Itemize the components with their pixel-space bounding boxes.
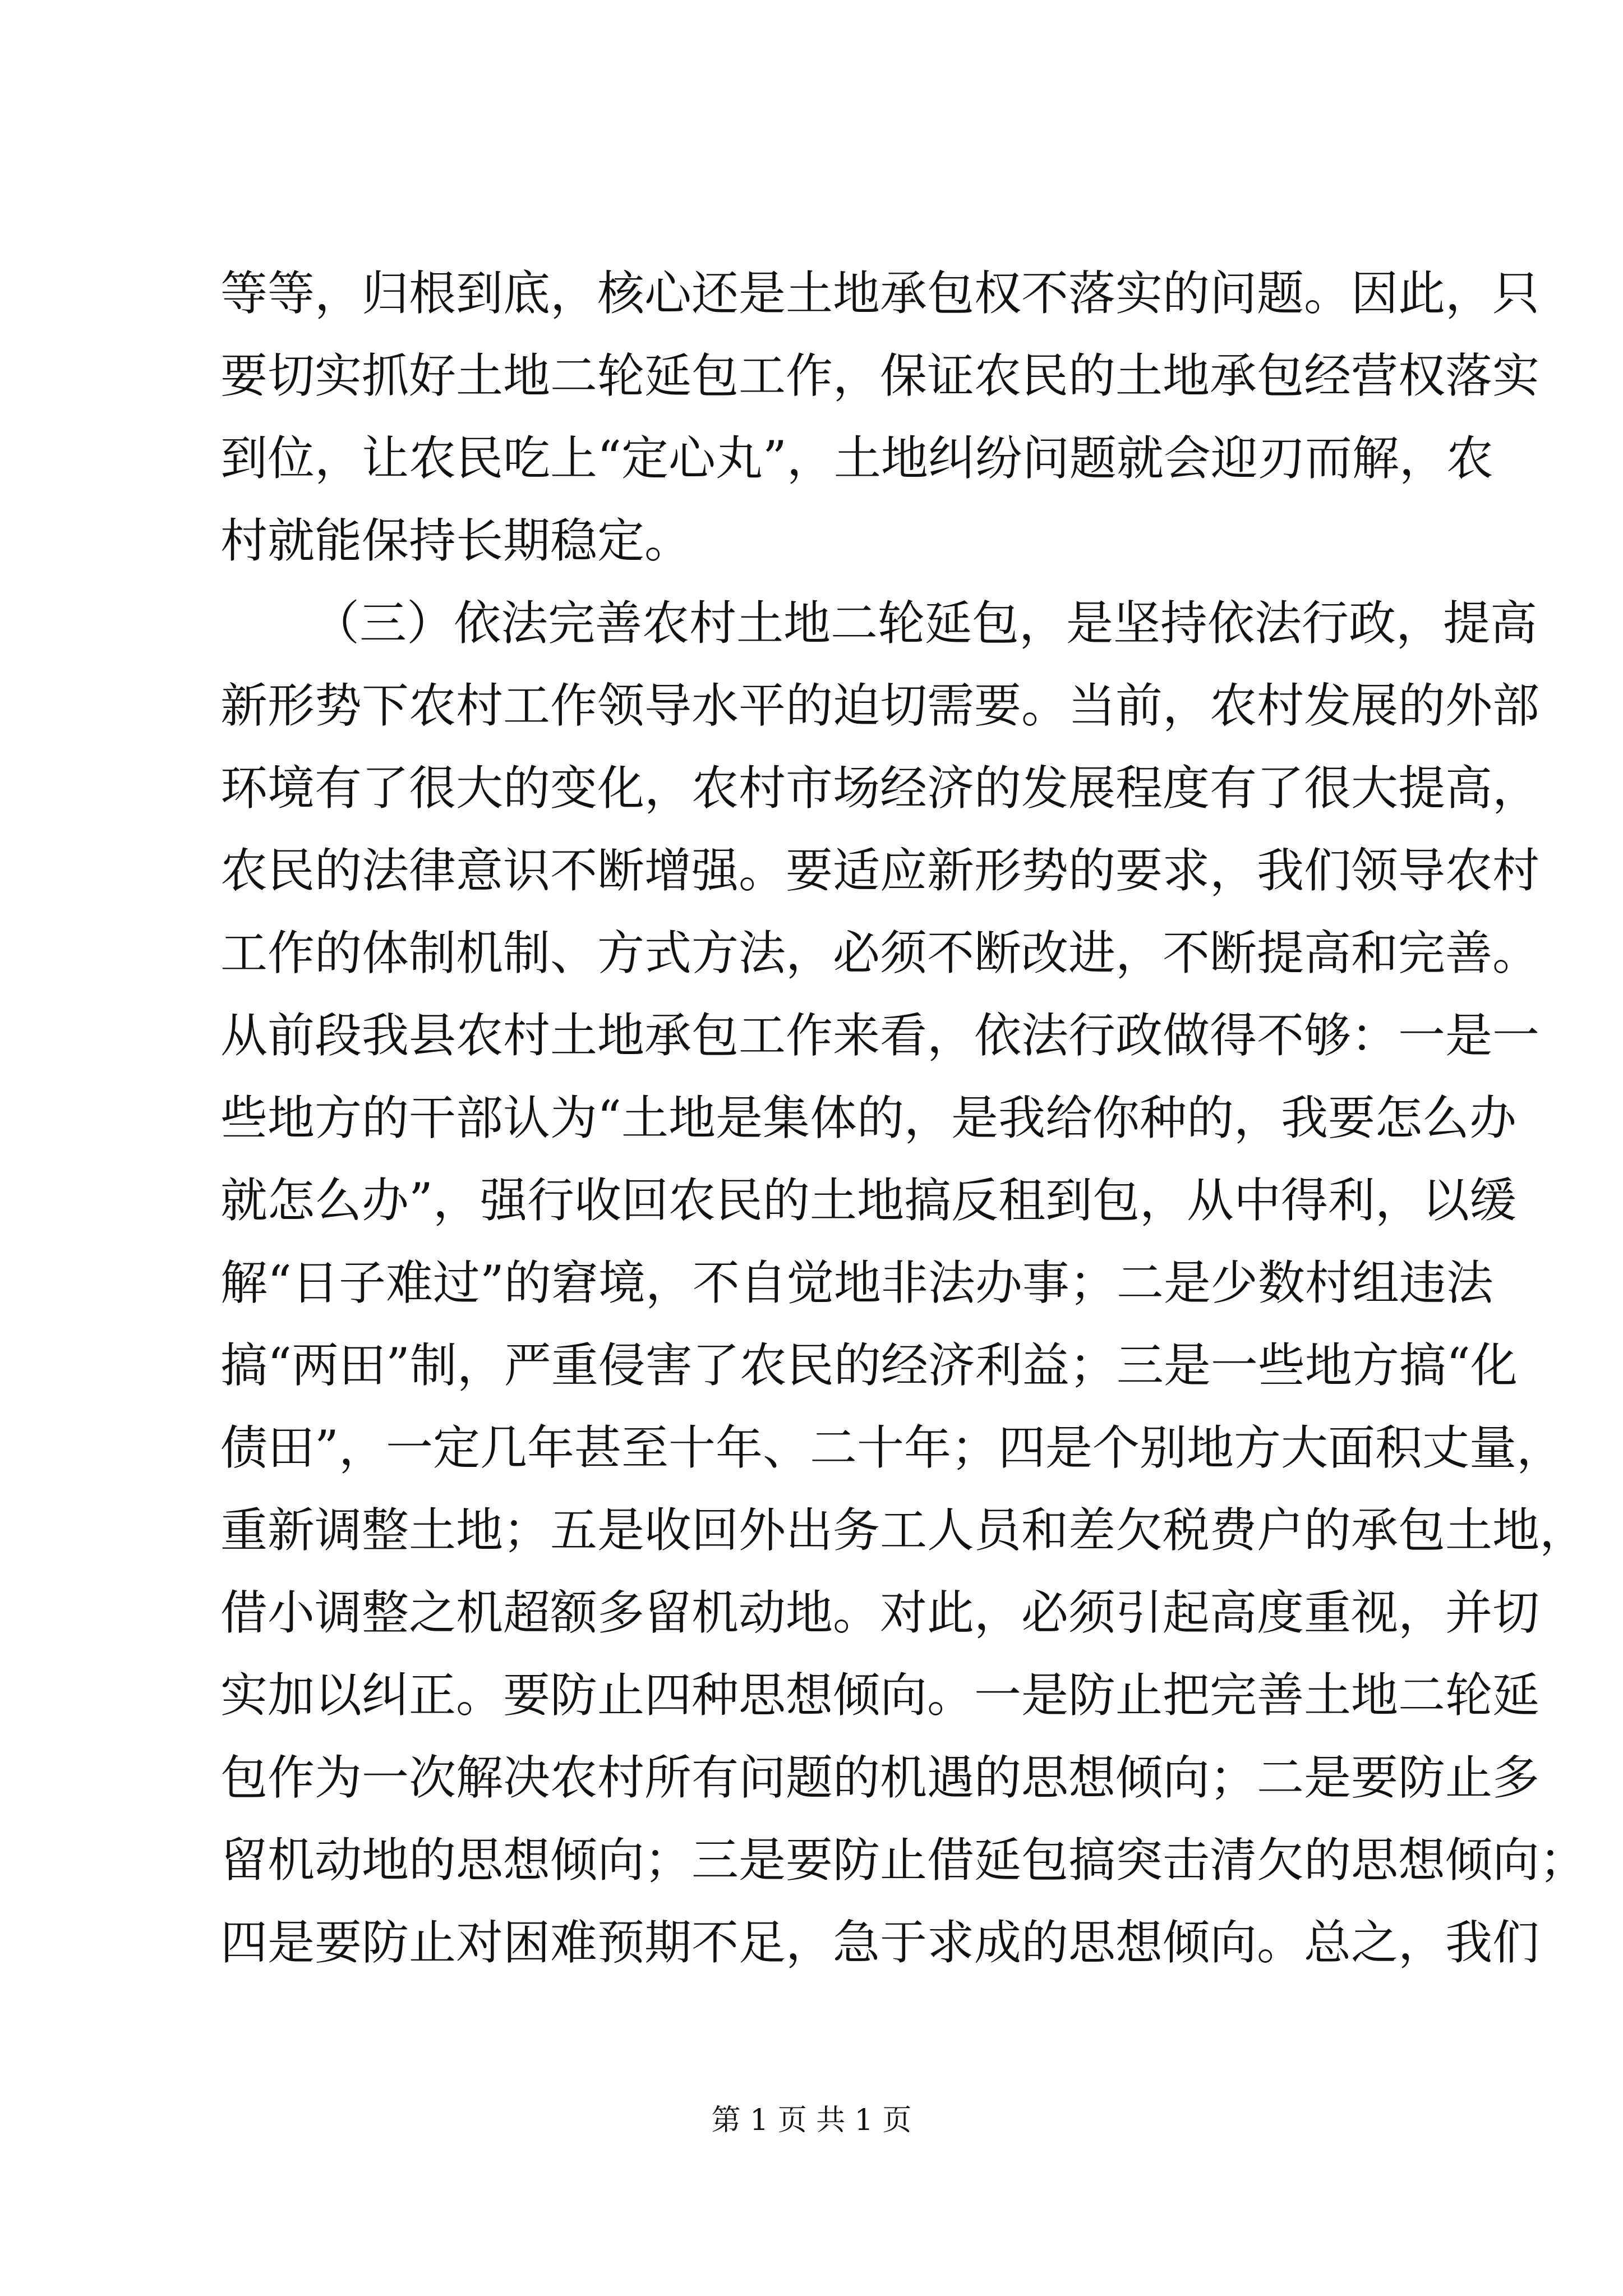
- text-line: 重新调整土地；五是收回外出务工人员和差欠税费户的承包土地，: [220, 1503, 1587, 1558]
- text-line: 环境有了很大的变化，农村市场经济的发展程度有了很大提高，: [220, 761, 1540, 816]
- text-line: 四是要防止对困难预期不足，急于求成的思想倾向。总之，我们: [220, 1915, 1540, 1970]
- text-line: 些地方的干部认为“土地是集体的，是我给你种的，我要怎么办: [220, 1091, 1516, 1145]
- text-line: 等等，归根到底，核心还是土地承包权不落实的问题。因此，只: [220, 266, 1540, 321]
- text-line: 新形势下农村工作领导水平的迫切需要。当前，农村发展的外部: [220, 678, 1540, 733]
- text-line: 包作为一次解决农村所有问题的机遇的思想倾向；二是要防止多: [220, 1750, 1540, 1805]
- text-line: 借小调整之机超额多留机动地。对此，必须引起高度重视，并切: [220, 1585, 1540, 1640]
- text-line: 实加以纠正。要防止四种思想倾向。一是防止把完善土地二轮延: [220, 1668, 1540, 1723]
- text-line: 搞“两田”制，严重侵害了农民的经济利益；三是一些地方搞“化: [220, 1338, 1518, 1393]
- text-line: 就怎么办”，强行收回农民的土地搞反租到包，从中得利，以缓: [220, 1173, 1516, 1228]
- paragraph-heading-line: （三）依法完善农村土地二轮延包，是坚持依法行政，提高: [312, 596, 1538, 651]
- text-line: 从前段我县农村土地承包工作来看，依法行政做得不够：一是一: [220, 1008, 1540, 1063]
- text-line: 到位，让农民吃上“定心丸”，土地纠纷问题就会迎刃而解，农: [220, 431, 1493, 486]
- text-line: 农民的法律意识不断增强。要适应新形势的要求，我们领导农村: [220, 843, 1540, 898]
- text-line: 债田”，一定几年甚至十年、二十年；四是个别地方大面积丈量，: [220, 1420, 1564, 1475]
- text-line: 工作的体制机制、方式方法，必须不断改进，不断提高和完善。: [220, 926, 1540, 981]
- text-line: 留机动地的思想倾向；三是要防止借延包搞突击清欠的思想倾向；: [220, 1833, 1587, 1888]
- text-line: 解“日子难过”的窘境，不自觉地非法办事；二是少数村组违法: [220, 1255, 1493, 1310]
- page-footer: 第 1 页 共 1 页: [711, 2104, 912, 2137]
- text-line: 村就能保持长期稳定。: [220, 513, 692, 568]
- text-line: 要切实抓好土地二轮延包工作，保证农民的土地承包经营权落实: [220, 348, 1540, 403]
